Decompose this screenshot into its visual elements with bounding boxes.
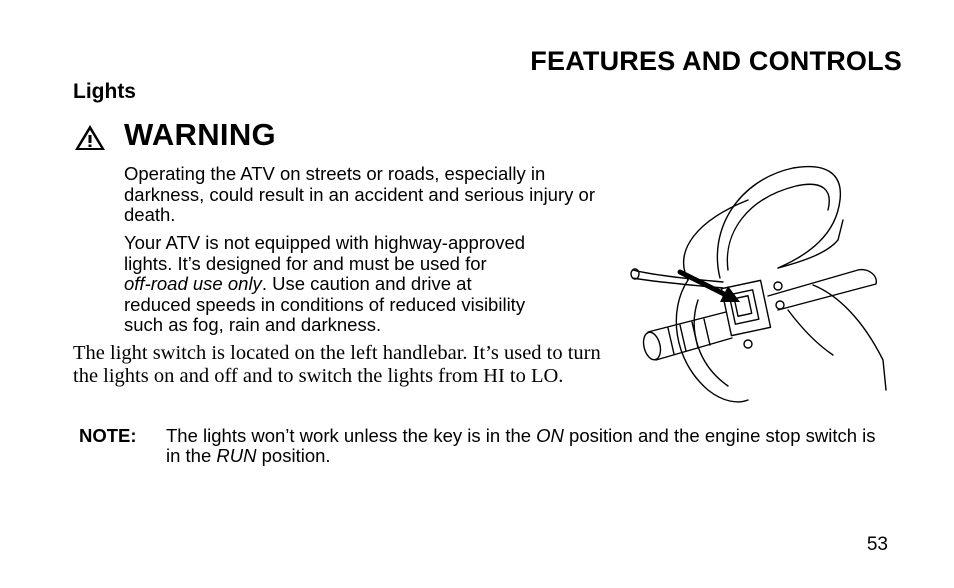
warning-line: such as fog, rain and darkness. <box>124 314 382 335</box>
page-header-title: FEATURES AND CONTROLS <box>530 46 902 76</box>
note-text-part: position and the engine stop switch is in the <box>166 425 876 466</box>
offroad-emphasis: off-road use only <box>124 273 262 294</box>
note-text <box>166 426 886 466</box>
note-on-emphasis: ON <box>536 425 564 446</box>
warning-triangle-icon <box>74 124 106 152</box>
warning-line <box>124 274 604 295</box>
note-text-part: The lights won’t work unless the key is in the <box>166 425 537 446</box>
warning-line-tail: . Use caution and drive at <box>261 273 472 294</box>
warning-paragraph-1: Operating the ATV on streets or roads, especially in darkness, could result in an accident and serious injury or death. <box>124 163 595 225</box>
warning-line: reduced speeds in conditions of reduced visibility <box>124 293 526 315</box>
warning-line: lights. It’s designed for and must be used for <box>124 252 487 274</box>
page-number: 53 <box>866 534 888 555</box>
section-title: Lights <box>73 80 136 103</box>
note-run-emphasis: RUN <box>216 445 257 466</box>
warning-line: Your ATV is not equipped with highway-approved <box>124 232 526 253</box>
body-paragraph: The light switch is located on the left handlebar. It’s used to turn the lights on and off and to switch the lights from HI to LO. <box>73 342 601 387</box>
warning-paragraph-2 <box>124 233 604 336</box>
handlebar-light-switch-illustration <box>628 160 888 406</box>
note-text-part: position. <box>256 445 331 466</box>
note-label: NOTE: <box>79 425 137 446</box>
warning-heading: WARNING <box>124 117 276 152</box>
